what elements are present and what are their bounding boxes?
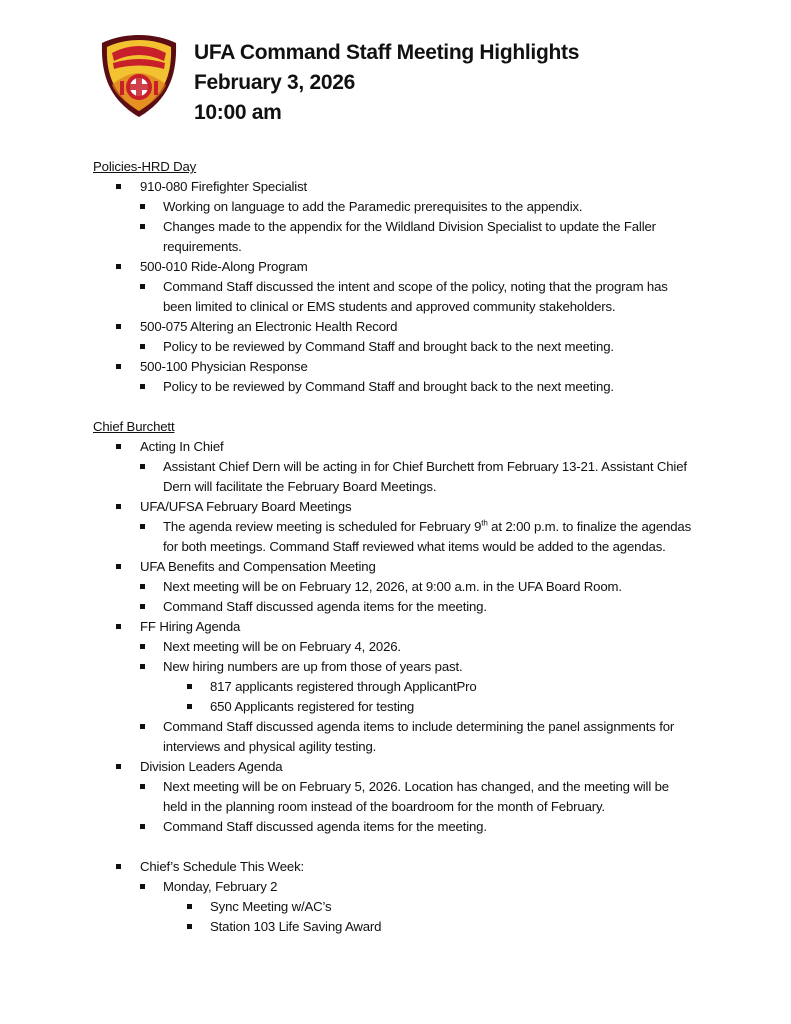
bullet-icon bbox=[140, 884, 145, 889]
bullet-icon bbox=[116, 444, 121, 449]
page-title: UFA Command Staff Meeting Highlights bbox=[194, 41, 580, 64]
item-text: 817 applicants registered through ApplicantPro bbox=[210, 679, 477, 694]
item-text: Monday, February 2 bbox=[163, 879, 278, 894]
bullet-icon bbox=[140, 344, 145, 349]
list-item bbox=[93, 657, 693, 677]
item-text: Next meeting will be on February 5, 2026. Location has changed, and the meeting will be held in the planning room instead of the boardroom for the month of February. bbox=[163, 779, 669, 814]
bullet-icon bbox=[116, 564, 121, 569]
bullet-icon bbox=[116, 184, 121, 189]
item-label: 500-010 Ride-Along Program bbox=[140, 259, 308, 274]
item-label: FF Hiring Agenda bbox=[140, 619, 241, 634]
item-text: New hiring numbers are up from those of years past. bbox=[163, 659, 463, 674]
bullet-icon bbox=[116, 264, 121, 269]
meeting-time: 10:00 am bbox=[194, 101, 282, 124]
document-body bbox=[93, 157, 693, 937]
bullet-icon bbox=[140, 604, 145, 609]
item-label: Division Leaders Agenda bbox=[140, 759, 283, 774]
list-item bbox=[93, 457, 693, 497]
bullet-icon bbox=[140, 724, 145, 729]
list-item bbox=[93, 497, 693, 517]
list-item bbox=[93, 917, 693, 937]
bullet-icon bbox=[140, 784, 145, 789]
item-text: Policy to be reviewed by Command Staff and brought back to the next meeting. bbox=[163, 379, 614, 394]
bullet-icon bbox=[116, 624, 121, 629]
text-before: The agenda review meeting is scheduled for February 9 bbox=[163, 519, 482, 534]
ufa-shield-logo bbox=[100, 33, 178, 119]
bullet-icon bbox=[187, 904, 192, 909]
list-item bbox=[93, 557, 693, 577]
item-text: Command Staff discussed agenda items for the meeting. bbox=[163, 819, 487, 834]
item-label: 910-080 Firefighter Specialist bbox=[140, 179, 308, 194]
bullet-icon bbox=[140, 824, 145, 829]
section-title-chief: Chief Burchett bbox=[93, 419, 175, 434]
list-item bbox=[93, 717, 693, 757]
bullet-icon bbox=[140, 284, 145, 289]
list-item bbox=[93, 217, 693, 257]
bullet-icon bbox=[187, 924, 192, 929]
bullet-icon bbox=[116, 504, 121, 509]
chief-list bbox=[93, 437, 693, 837]
item-text: Next meeting will be on February 4, 2026. bbox=[163, 639, 401, 654]
list-item bbox=[93, 757, 693, 777]
list-item bbox=[93, 817, 693, 837]
list-item bbox=[93, 357, 693, 377]
list-item bbox=[93, 697, 693, 717]
schedule-list bbox=[93, 857, 693, 937]
list-item bbox=[93, 577, 693, 597]
list-item bbox=[93, 277, 693, 317]
bullet-icon bbox=[116, 764, 121, 769]
bullet-icon bbox=[140, 384, 145, 389]
spacer bbox=[93, 397, 693, 417]
bullet-icon bbox=[187, 704, 192, 709]
bullet-icon bbox=[116, 324, 121, 329]
item-label: UFA/UFSA February Board Meetings bbox=[140, 499, 352, 514]
list-item bbox=[93, 257, 693, 277]
list-item bbox=[93, 337, 693, 357]
item-text: 650 Applicants registered for testing bbox=[210, 699, 415, 714]
section-title-policies: Policies-HRD Day bbox=[93, 159, 197, 174]
list-item bbox=[93, 437, 693, 457]
text-after: at 2:00 p.m. to finalize the agendas for both meetings. Command Staff reviewed what items would be added to the agendas. bbox=[163, 519, 692, 554]
item-text bbox=[163, 519, 691, 554]
item-text: Assistant Chief Dern will be acting in for Chief Burchett from February 13-21. Assistant Chief Dern will facilitate the February Board Meetings. bbox=[163, 459, 687, 494]
item-label: 500-075 Altering an Electronic Health Record bbox=[140, 319, 398, 334]
policies-list bbox=[93, 177, 693, 397]
list-item bbox=[93, 617, 693, 637]
item-label: 500-100 Physician Response bbox=[140, 359, 308, 374]
bullet-icon bbox=[140, 464, 145, 469]
list-item bbox=[93, 197, 693, 217]
item-text: Command Staff discussed the intent and scope of the policy, noting that the program has been limited to clinical or EMS students and approved community stakeholders. bbox=[163, 279, 668, 314]
spacer bbox=[93, 837, 693, 857]
item-text: Next meeting will be on February 12, 2026, at 9:00 a.m. in the UFA Board Room. bbox=[163, 579, 622, 594]
header bbox=[194, 38, 579, 128]
list-item bbox=[93, 377, 693, 397]
meeting-date: February 3, 2026 bbox=[194, 71, 355, 94]
item-text: Command Staff discussed agenda items to include determining the panel assignments for interviews and physical agility testing. bbox=[163, 719, 675, 754]
list-item bbox=[93, 177, 693, 197]
list-item bbox=[93, 897, 693, 917]
item-text: Command Staff discussed agenda items for the meeting. bbox=[163, 599, 487, 614]
bullet-icon bbox=[140, 204, 145, 209]
bullet-icon bbox=[140, 224, 145, 229]
item-text: Station 103 Life Saving Award bbox=[210, 919, 382, 934]
item-text: Working on language to add the Paramedic prerequisites to the appendix. bbox=[163, 199, 583, 214]
bullet-icon bbox=[140, 644, 145, 649]
list-item bbox=[93, 877, 693, 897]
item-label: Chief’s Schedule This Week: bbox=[140, 859, 305, 874]
item-text: Changes made to the appendix for the Wildland Division Specialist to update the Faller requirements. bbox=[163, 219, 656, 254]
bullet-icon bbox=[140, 584, 145, 589]
list-item bbox=[93, 517, 693, 557]
list-item bbox=[93, 597, 693, 617]
bullet-icon bbox=[140, 664, 145, 669]
list-item bbox=[93, 317, 693, 337]
bullet-icon bbox=[140, 524, 145, 529]
item-text: Sync Meeting w/AC’s bbox=[210, 899, 332, 914]
list-item bbox=[93, 857, 693, 877]
item-label: UFA Benefits and Compensation Meeting bbox=[140, 559, 376, 574]
item-text: Policy to be reviewed by Command Staff and brought back to the next meeting. bbox=[163, 339, 614, 354]
list-item bbox=[93, 677, 693, 697]
bullet-icon bbox=[116, 864, 121, 869]
bullet-icon bbox=[116, 364, 121, 369]
bullet-icon bbox=[187, 684, 192, 689]
list-item bbox=[93, 777, 693, 817]
list-item bbox=[93, 637, 693, 657]
ordinal-suffix: th bbox=[481, 518, 488, 528]
item-label: Acting In Chief bbox=[140, 439, 224, 454]
